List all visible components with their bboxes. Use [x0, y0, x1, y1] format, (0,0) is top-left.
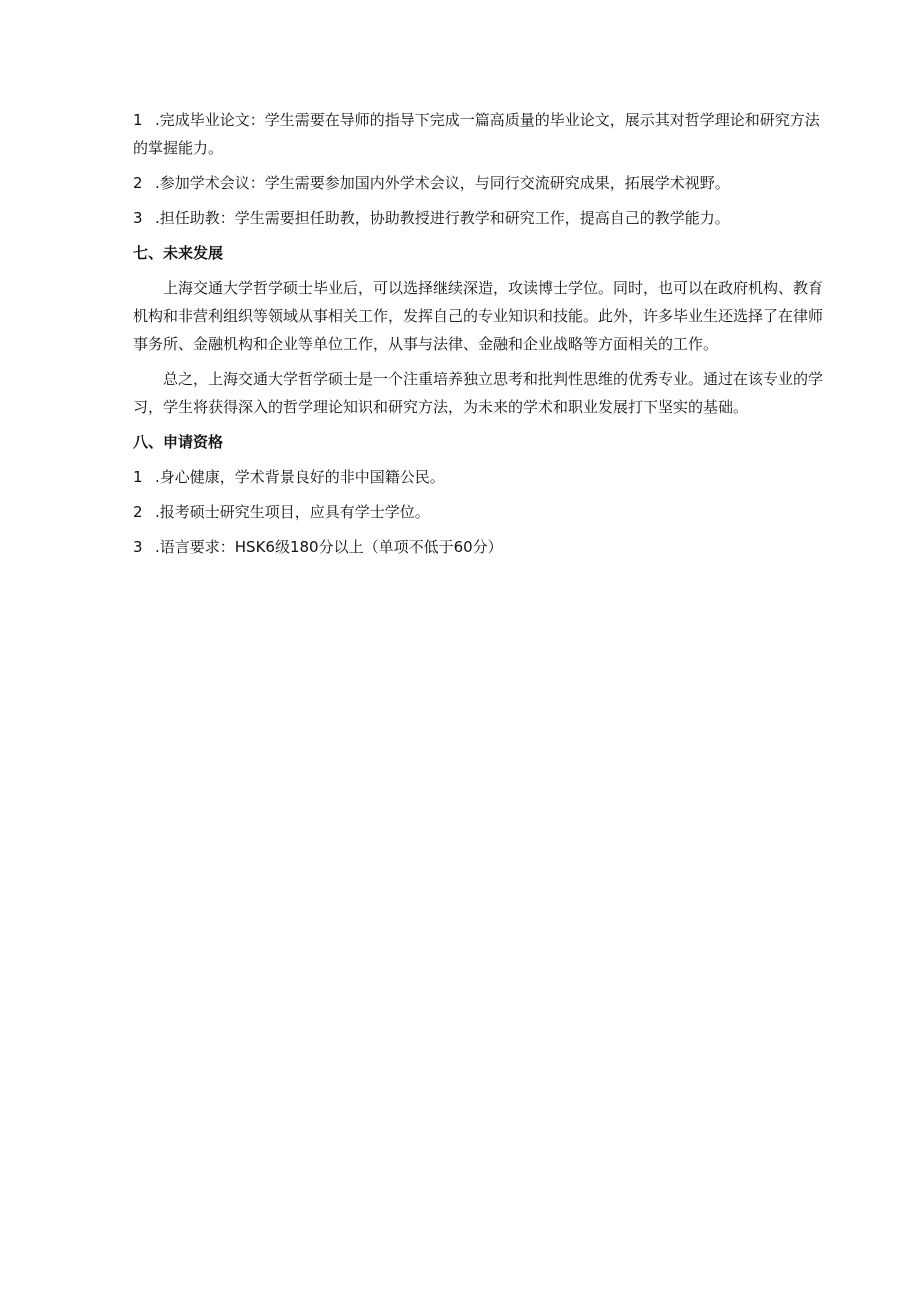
item-text: .身心健康，学术背景良好的非中国籍公民。 — [155, 468, 445, 486]
eligibility-item-2 — [133, 498, 833, 526]
eligibility-item-1 — [133, 463, 833, 491]
item-number: 2 — [133, 174, 143, 192]
item-number: 1 — [133, 468, 143, 486]
item-number: 3 — [133, 209, 143, 227]
section-heading-future-development: 七、未来发展 — [133, 244, 224, 262]
section-heading-eligibility: 八、申请资格 — [133, 433, 224, 451]
item-text: .担任助教：学生需要担任助教，协助教授进行教学和研究工作，提高自己的教学能力。 — [155, 209, 730, 227]
summary-paragraph: 总之，上海交通大学哲学硕士是一个注重培养独立思考和批判性思维的优秀专业。通过在该专业的学习，学生将获得深入的哲学理论知识和研究方法，为未来的学术和职业发展打下坚实的基础。 — [133, 370, 824, 416]
item-text: .报考硕士研究生项目，应具有学士学位。 — [155, 503, 430, 521]
item-number: 3 — [133, 538, 143, 556]
future-development-paragraph-1: 上海交通大学哲学硕士毕业后，可以选择继续深造，攻读博士学位。同时，也可以在政府机构、教育机构和非营利组织等领域从事相关工作，发挥自己的专业知识和技能。此外，许多毕业生还选择了在律师事务所、金融机构和企业等单位工作，从事与法律、金融和企业战略等方面相关的工作。 — [133, 279, 824, 353]
requirement-item-2 — [133, 169, 833, 197]
item-number: 2 — [133, 503, 143, 521]
eligibility-item-3 — [133, 533, 833, 561]
item-text: .语言要求：HSK6级180分以上（单项不低于60分） — [155, 538, 503, 556]
item-number: 1 — [133, 111, 143, 129]
item-text: .完成毕业论文：学生需要在导师的指导下完成一篇高质量的毕业论文，展示其对哲学理论和研究方法的掌握能力。 — [133, 111, 820, 157]
document-content — [133, 106, 833, 568]
requirement-item-3 — [133, 204, 833, 232]
item-text: .参加学术会议：学生需要参加国内外学术会议，与同行交流研究成果，拓展学术视野。 — [155, 174, 730, 192]
requirement-item-1 — [133, 106, 833, 162]
